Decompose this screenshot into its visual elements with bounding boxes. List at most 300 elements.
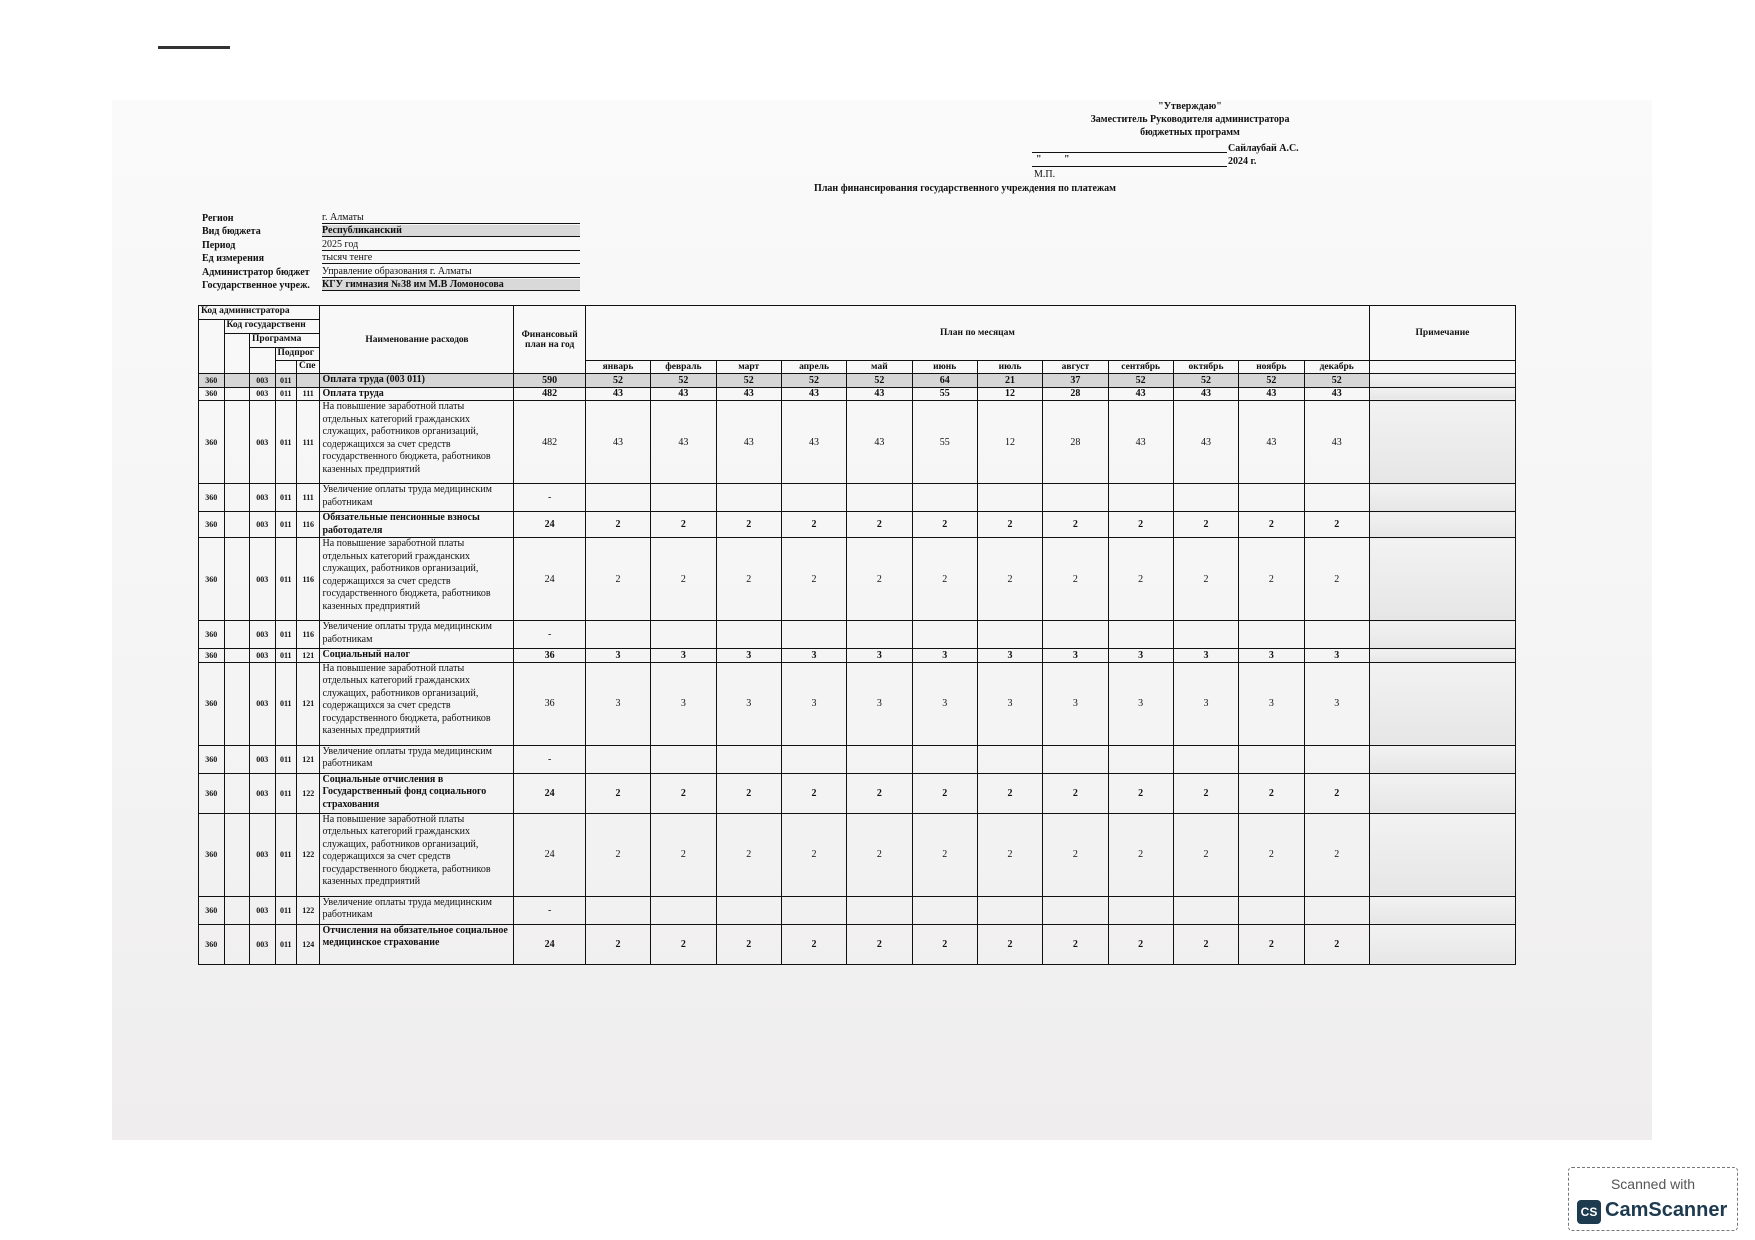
meta-label: Администратор бюджет — [202, 266, 310, 278]
month-value-cell — [1239, 621, 1304, 649]
month-value-cell — [977, 745, 1042, 773]
admin-code-cell: 360 — [199, 374, 225, 388]
gov-code-cell — [224, 484, 250, 512]
month-value-cell — [1304, 896, 1369, 924]
month-value-cell: 52 — [1173, 374, 1238, 388]
month-value-cell: 2 — [716, 773, 781, 813]
admin-code-cell: 360 — [199, 512, 225, 538]
gov-code-cell — [224, 374, 250, 388]
program-cell: 003 — [250, 621, 276, 649]
header-month: декабрь — [1304, 361, 1369, 374]
month-value-cell: 3 — [651, 649, 716, 663]
table-row — [199, 512, 1516, 538]
month-value-cell: 2 — [1173, 813, 1238, 896]
month-value-cell: 2 — [1043, 924, 1108, 964]
expense-name-cell: Обязательные пенсионные взносы работодателя — [320, 512, 514, 538]
gov-code-cell — [224, 387, 250, 401]
month-value-cell: 43 — [1304, 387, 1369, 401]
subprogram-cell: 011 — [275, 813, 296, 896]
meta-value: тысяч тенге — [322, 252, 580, 264]
admin-code-cell: 360 — [199, 745, 225, 773]
note-cell — [1369, 374, 1515, 388]
month-value-cell: 52 — [847, 374, 912, 388]
note-cell — [1369, 538, 1515, 621]
month-value-cell — [847, 621, 912, 649]
month-value-cell: 2 — [912, 813, 977, 896]
date-quote-open: " — [1036, 154, 1042, 165]
gov-code-cell — [224, 745, 250, 773]
header-month: октябрь — [1173, 361, 1238, 374]
meta-row — [202, 251, 582, 265]
month-value-cell: 2 — [781, 924, 846, 964]
header-month: сентябрь — [1108, 361, 1173, 374]
table-row — [199, 813, 1516, 896]
month-value-cell: 2 — [1108, 512, 1173, 538]
header-month: апрель — [781, 361, 846, 374]
spec-cell: 116 — [296, 538, 320, 621]
month-value-cell: 3 — [1108, 662, 1173, 745]
month-value-cell: 3 — [585, 662, 650, 745]
month-value-cell: 2 — [912, 924, 977, 964]
month-value-cell: 3 — [847, 649, 912, 663]
camscanner-badge — [1568, 1167, 1738, 1231]
month-value-cell: 2 — [651, 512, 716, 538]
month-value-cell: 2 — [1304, 512, 1369, 538]
header-month: март — [716, 361, 781, 374]
month-value-cell: 43 — [585, 387, 650, 401]
month-value-cell: 3 — [1173, 662, 1238, 745]
meta-row — [202, 237, 582, 251]
date-quote-close: " — [1064, 154, 1070, 165]
camscanner-logo-icon: CS — [1577, 1200, 1601, 1224]
header-subprogram: Подпрог — [275, 348, 320, 361]
month-value-cell: 2 — [781, 538, 846, 621]
header-note-blank — [1369, 361, 1515, 374]
subprogram-cell: 011 — [275, 374, 296, 388]
header-gov-code: Код государственн — [224, 320, 320, 334]
month-value-cell: 2 — [716, 813, 781, 896]
month-value-cell — [977, 621, 1042, 649]
document-title: План финансирования государственного учреждения по платежам — [814, 183, 1116, 194]
approval-line-3: бюджетных программ — [1140, 127, 1240, 138]
spec-cell: 111 — [296, 401, 320, 484]
header-month: январь — [585, 361, 650, 374]
month-value-cell: 3 — [912, 662, 977, 745]
month-value-cell: 2 — [977, 924, 1042, 964]
note-cell — [1369, 387, 1515, 401]
month-value-cell — [716, 745, 781, 773]
note-cell — [1369, 896, 1515, 924]
fin-plan-cell: - — [514, 484, 585, 512]
month-value-cell: 12 — [977, 401, 1042, 484]
fin-plan-cell: 482 — [514, 387, 585, 401]
meta-block — [202, 210, 582, 291]
header-month: июнь — [912, 361, 977, 374]
subprogram-cell: 011 — [275, 484, 296, 512]
month-value-cell — [1108, 484, 1173, 512]
month-value-cell — [1173, 745, 1238, 773]
month-value-cell: 2 — [716, 538, 781, 621]
spec-cell: 116 — [296, 621, 320, 649]
plan-table — [198, 305, 1516, 965]
program-cell: 003 — [250, 896, 276, 924]
program-cell: 003 — [250, 773, 276, 813]
month-value-cell: 2 — [781, 512, 846, 538]
month-value-cell: 2 — [977, 813, 1042, 896]
month-value-cell: 2 — [977, 773, 1042, 813]
expense-name-cell: Социальные отчисления в Государственный фонд социального страхования — [320, 773, 514, 813]
meta-label: Вид бюджета — [202, 226, 261, 237]
month-value-cell: 2 — [847, 813, 912, 896]
month-value-cell — [1043, 484, 1108, 512]
admin-code-cell: 360 — [199, 649, 225, 663]
gov-code-cell — [224, 773, 250, 813]
note-cell — [1369, 401, 1515, 484]
month-value-cell: 55 — [912, 387, 977, 401]
month-value-cell: 2 — [1043, 512, 1108, 538]
note-cell — [1369, 924, 1515, 964]
month-value-cell — [1239, 745, 1304, 773]
spec-cell: 122 — [296, 813, 320, 896]
header-monthly: План по месяцам — [585, 306, 1369, 361]
program-cell: 003 — [250, 924, 276, 964]
month-value-cell: 43 — [1239, 401, 1304, 484]
fin-plan-cell: 482 — [514, 401, 585, 484]
expense-name-cell: Оплата труда (003 011) — [320, 374, 514, 388]
gov-code-cell — [224, 662, 250, 745]
expense-name-cell: На повышение заработной платы отдельных категорий гражданских служащих, работников организаций, содержащихся за счет средств государственного бюджета, работников казенных предприятий — [320, 662, 514, 745]
subprogram-cell: 011 — [275, 401, 296, 484]
expense-name-cell: Увеличение оплаты труда медицинским работникам — [320, 745, 514, 773]
gov-code-cell — [224, 813, 250, 896]
month-value-cell: 43 — [1239, 387, 1304, 401]
month-value-cell: 2 — [1043, 773, 1108, 813]
month-value-cell: 2 — [651, 538, 716, 621]
gov-code-cell — [224, 512, 250, 538]
table-row — [199, 374, 1516, 388]
month-value-cell — [1239, 484, 1304, 512]
month-value-cell: 2 — [1043, 813, 1108, 896]
signature-line — [1032, 152, 1227, 153]
meta-row — [202, 278, 582, 292]
expense-name-cell: Социальный налог — [320, 649, 514, 663]
month-value-cell: 2 — [847, 773, 912, 813]
month-value-cell: 2 — [1173, 773, 1238, 813]
expense-name-cell: Отчисления на обязательное социальное медицинское страхование — [320, 924, 514, 964]
expense-name-cell: Увеличение оплаты труда медицинским работникам — [320, 621, 514, 649]
camscanner-name: CamScanner — [1605, 1199, 1728, 1221]
month-value-cell — [1304, 745, 1369, 773]
month-value-cell — [1108, 621, 1173, 649]
month-value-cell — [847, 484, 912, 512]
note-cell — [1369, 512, 1515, 538]
table-row — [199, 401, 1516, 484]
month-value-cell — [716, 621, 781, 649]
month-value-cell: 43 — [716, 387, 781, 401]
month-value-cell: 2 — [912, 512, 977, 538]
spec-cell: 122 — [296, 896, 320, 924]
month-value-cell — [585, 621, 650, 649]
spec-cell: 111 — [296, 387, 320, 401]
month-value-cell — [1173, 621, 1238, 649]
month-value-cell: 2 — [651, 924, 716, 964]
program-cell: 003 — [250, 745, 276, 773]
subprogram-cell: 011 — [275, 773, 296, 813]
month-value-cell — [1108, 745, 1173, 773]
subprogram-cell: 011 — [275, 621, 296, 649]
month-value-cell: 2 — [977, 512, 1042, 538]
spec-cell: 121 — [296, 662, 320, 745]
signer-name: Сайлаубай А.С. — [1228, 143, 1299, 154]
subprogram-cell: 011 — [275, 662, 296, 745]
month-value-cell — [1043, 745, 1108, 773]
program-cell: 003 — [250, 484, 276, 512]
meta-label: Государственное учреж. — [202, 280, 310, 291]
table-row — [199, 745, 1516, 773]
month-value-cell: 52 — [1304, 374, 1369, 388]
note-cell — [1369, 745, 1515, 773]
meta-value: КГУ гимназия №38 им М.В Ломоносова — [322, 279, 580, 291]
month-value-cell: 3 — [781, 649, 846, 663]
month-value-cell: 2 — [1304, 924, 1369, 964]
spec-cell: 111 — [296, 484, 320, 512]
month-value-cell: 43 — [781, 387, 846, 401]
month-value-cell: 52 — [585, 374, 650, 388]
subprogram-cell: 011 — [275, 745, 296, 773]
table-row — [199, 621, 1516, 649]
table-row — [199, 538, 1516, 621]
month-value-cell: 2 — [585, 512, 650, 538]
month-value-cell: 43 — [781, 401, 846, 484]
month-value-cell: 2 — [651, 813, 716, 896]
admin-code-cell: 360 — [199, 896, 225, 924]
spec-cell: 116 — [296, 512, 320, 538]
fin-plan-cell: 24 — [514, 773, 585, 813]
gov-code-cell — [224, 924, 250, 964]
month-value-cell: 2 — [1239, 538, 1304, 621]
month-value-cell — [585, 745, 650, 773]
approval-block — [1020, 100, 1360, 139]
month-value-cell: 3 — [716, 662, 781, 745]
expense-name-cell: Увеличение оплаты труда медицинским работникам — [320, 896, 514, 924]
admin-code-cell: 360 — [199, 484, 225, 512]
month-value-cell: 52 — [651, 374, 716, 388]
note-cell — [1369, 813, 1515, 896]
month-value-cell: 43 — [651, 387, 716, 401]
fin-plan-cell: 24 — [514, 924, 585, 964]
approval-year: 2024 г. — [1228, 156, 1257, 167]
approval-line-2: Заместитель Руководителя администратора — [1090, 114, 1290, 125]
month-value-cell — [1173, 896, 1238, 924]
month-value-cell: 3 — [1239, 662, 1304, 745]
month-value-cell: 43 — [1304, 401, 1369, 484]
program-cell: 003 — [250, 662, 276, 745]
admin-code-cell: 360 — [199, 924, 225, 964]
month-value-cell: 43 — [1173, 387, 1238, 401]
month-value-cell — [912, 745, 977, 773]
month-value-cell: 3 — [912, 649, 977, 663]
month-value-cell — [781, 484, 846, 512]
month-value-cell: 3 — [1043, 649, 1108, 663]
spec-cell: 121 — [296, 649, 320, 663]
fin-plan-cell: 24 — [514, 538, 585, 621]
month-value-cell: 52 — [781, 374, 846, 388]
month-value-cell: 2 — [781, 813, 846, 896]
month-value-cell — [977, 896, 1042, 924]
month-value-cell: 3 — [1304, 662, 1369, 745]
month-value-cell: 2 — [912, 538, 977, 621]
header-fin-plan: Финансовый план на год — [514, 306, 585, 374]
meta-value: г. Алматы — [322, 212, 580, 224]
meta-label: Ед измерения — [202, 253, 265, 264]
month-value-cell — [1043, 621, 1108, 649]
month-value-cell: 43 — [847, 401, 912, 484]
table-row — [199, 896, 1516, 924]
month-value-cell: 2 — [1043, 538, 1108, 621]
scan-mark — [158, 46, 230, 49]
month-value-cell: 3 — [1108, 649, 1173, 663]
admin-code-cell: 360 — [199, 773, 225, 813]
month-value-cell: 3 — [977, 662, 1042, 745]
gov-code-cell — [224, 649, 250, 663]
month-value-cell: 3 — [716, 649, 781, 663]
gov-code-cell — [224, 621, 250, 649]
fin-plan-cell: 24 — [514, 813, 585, 896]
month-value-cell — [716, 896, 781, 924]
month-value-cell: 21 — [977, 374, 1042, 388]
table-row — [199, 649, 1516, 663]
month-value-cell — [651, 621, 716, 649]
fin-plan-cell: 36 — [514, 649, 585, 663]
expense-name-cell: На повышение заработной платы отдельных категорий гражданских служащих, работников организаций, содержащихся за счет средств государственного бюджета, работников казенных предприятий — [320, 401, 514, 484]
meta-value: Республиканский — [322, 225, 580, 237]
month-value-cell: 37 — [1043, 374, 1108, 388]
fin-plan-cell: - — [514, 621, 585, 649]
month-value-cell: 3 — [1239, 649, 1304, 663]
header-month: февраль — [651, 361, 716, 374]
subprogram-cell: 011 — [275, 387, 296, 401]
meta-label: Период — [202, 239, 236, 251]
month-value-cell — [1173, 484, 1238, 512]
meta-value: 2025 год — [322, 239, 580, 251]
subprogram-cell: 011 — [275, 538, 296, 621]
header-month: ноябрь — [1239, 361, 1304, 374]
header-note: Примечание — [1369, 306, 1515, 361]
month-value-cell: 55 — [912, 401, 977, 484]
month-value-cell — [977, 484, 1042, 512]
fin-plan-cell: - — [514, 745, 585, 773]
month-value-cell: 28 — [1043, 387, 1108, 401]
month-value-cell: 2 — [847, 924, 912, 964]
month-value-cell — [585, 484, 650, 512]
camscanner-caption: Scanned with — [1610, 1176, 1696, 1192]
month-value-cell — [847, 896, 912, 924]
fin-plan-cell: 590 — [514, 374, 585, 388]
month-value-cell: 43 — [847, 387, 912, 401]
spec-cell: 122 — [296, 773, 320, 813]
month-value-cell: 2 — [847, 512, 912, 538]
note-cell — [1369, 662, 1515, 745]
month-value-cell: 2 — [1239, 924, 1304, 964]
table-row — [199, 662, 1516, 745]
month-value-cell: 43 — [1173, 401, 1238, 484]
program-cell: 003 — [250, 374, 276, 388]
month-value-cell: 2 — [585, 773, 650, 813]
month-value-cell: 2 — [1239, 773, 1304, 813]
expense-name-cell: На повышение заработной платы отдельных категорий гражданских служащих, работников организаций, содержащихся за счет средств государственного бюджета, работников казенных предприятий — [320, 538, 514, 621]
month-value-cell: 43 — [716, 401, 781, 484]
subprogram-cell: 011 — [275, 896, 296, 924]
month-value-cell — [781, 621, 846, 649]
month-value-cell — [651, 896, 716, 924]
gov-code-cell — [224, 896, 250, 924]
approval-line-1: "Утверждаю" — [1158, 101, 1222, 112]
month-value-cell: 2 — [847, 538, 912, 621]
month-value-cell — [585, 896, 650, 924]
table-row — [199, 484, 1516, 512]
header-month: май — [847, 361, 912, 374]
month-value-cell: 2 — [1108, 924, 1173, 964]
stamp-place: М.П. — [1034, 169, 1056, 180]
meta-row — [202, 264, 582, 278]
month-value-cell: 3 — [585, 649, 650, 663]
note-cell — [1369, 621, 1515, 649]
month-value-cell: 2 — [781, 773, 846, 813]
month-value-cell — [912, 484, 977, 512]
date-line — [1032, 166, 1227, 167]
month-value-cell: 2 — [585, 813, 650, 896]
month-value-cell: 43 — [1108, 401, 1173, 484]
month-value-cell — [847, 745, 912, 773]
month-value-cell: 2 — [1173, 538, 1238, 621]
header-spec: Спе — [296, 361, 320, 374]
expense-name-cell: Оплата труда — [320, 387, 514, 401]
month-value-cell: 43 — [1108, 387, 1173, 401]
subprogram-cell: 011 — [275, 924, 296, 964]
month-value-cell: 2 — [1173, 512, 1238, 538]
month-value-cell: 3 — [847, 662, 912, 745]
admin-code-cell: 360 — [199, 387, 225, 401]
month-value-cell — [912, 621, 977, 649]
header-name: Наименование расходов — [320, 306, 514, 374]
month-value-cell — [1304, 484, 1369, 512]
month-value-cell: 2 — [912, 773, 977, 813]
program-cell: 003 — [250, 538, 276, 621]
month-value-cell: 43 — [585, 401, 650, 484]
month-value-cell — [1108, 896, 1173, 924]
spec-cell — [296, 374, 320, 388]
admin-code-cell: 360 — [199, 621, 225, 649]
subprogram-cell: 011 — [275, 649, 296, 663]
month-value-cell: 2 — [1304, 813, 1369, 896]
month-value-cell: 2 — [585, 924, 650, 964]
meta-value: Управление образования г. Алматы — [322, 266, 580, 278]
month-value-cell: 2 — [1108, 538, 1173, 621]
admin-code-cell: 360 — [199, 538, 225, 621]
admin-code-cell: 360 — [199, 401, 225, 484]
month-value-cell: 52 — [716, 374, 781, 388]
note-cell — [1369, 649, 1515, 663]
spec-cell: 121 — [296, 745, 320, 773]
month-value-cell: 2 — [585, 538, 650, 621]
month-value-cell — [716, 484, 781, 512]
month-value-cell — [912, 896, 977, 924]
month-value-cell: 2 — [1239, 813, 1304, 896]
month-value-cell: 3 — [977, 649, 1042, 663]
spec-cell: 124 — [296, 924, 320, 964]
month-value-cell: 2 — [1304, 538, 1369, 621]
month-value-cell: 2 — [1304, 773, 1369, 813]
